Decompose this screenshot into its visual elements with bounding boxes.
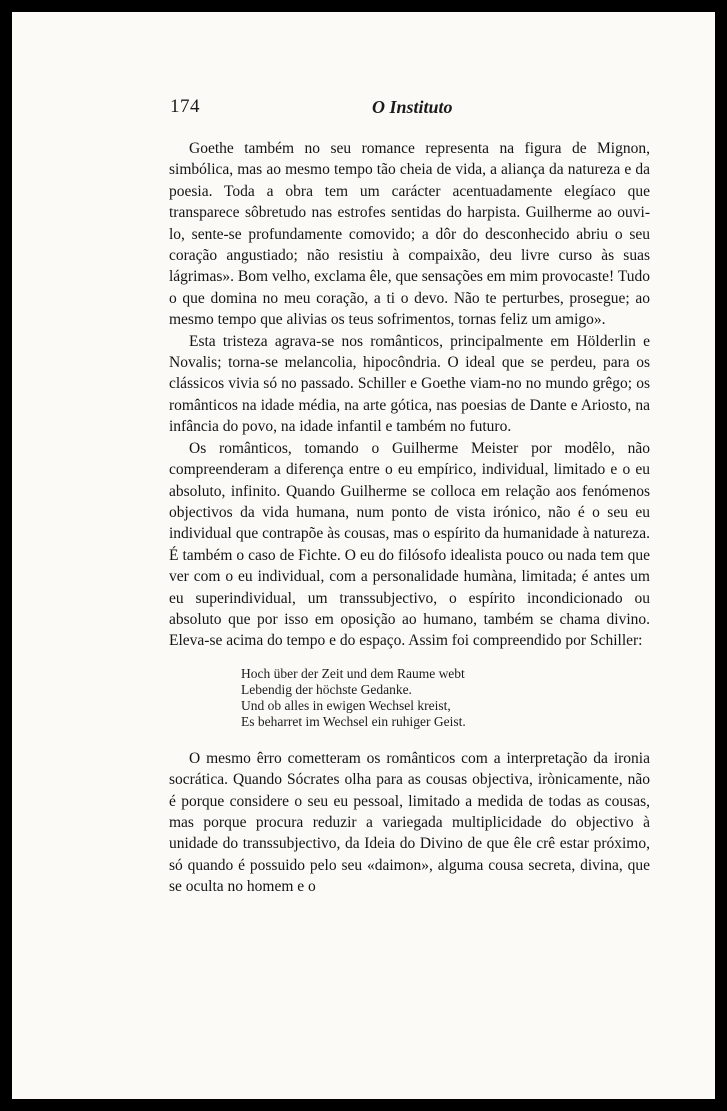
paragraph-wilhelm-meister: Os românticos, tomando o Guilherme Meister por modêlo, não compreenderam a diferença entre o eu empírico, individual, limitado e o eu absoluto, infinito. Quando Guilherme se colloca em relação aos fenómenos objectivos da vida humana, num ponto de vista irónico, não é o seu eu individual que contrapõe às cousas, mas o espírito da humanidade à natureza. É também o caso de Fichte. O eu do filósofo idealista pouco ou nada tem que ver com o eu individual, com a personalidade humàna, limitada; é antes um eu superindividual, um transsubjectivo, o espírito incondicionado ou absoluto que por isso em oposição ao humano, também se chama divino. Eleva-se acima do tempo e do espaço. Assim foi compreendido por Schiller: [169, 439, 650, 650]
paragraph-romantic-sadness: Esta tristeza agrava-se nos românticos, principalmente em Hölderlin e Novalis; torna-se melancolia, hipocôndria. O ideal que se perdeu, para os clássicos vivia só no passado. Schiller e Goethe viam-no no mundo grêgo; os românticos na idade média, na arte gótica, nas poesias de Dante e Ariosto, na infância do povo, na idade infantil e também no futuro. [169, 332, 650, 436]
body-text [169, 138, 650, 898]
page-header [170, 96, 650, 126]
running-title: O Instituto [372, 97, 453, 117]
poem-line: Und ob alles in ewigen Wechsel kreist, [241, 697, 451, 713]
book-page [12, 12, 715, 1099]
poem-line: Lebendig der höchste Gedanke. [241, 681, 412, 697]
poem-line: Hoch über der Zeit und dem Raume webt [241, 665, 465, 681]
schiller-poem-quote [241, 666, 650, 730]
paragraph-socratic-irony: O mesmo êrro cometteram os românticos com a interpretação da ironia socrática. Quando Sócrates olha para as cousas objectiva, irònicamente, não é porque considere o seu eu pessoal, limitado a medida de todas as cousas, mas porque procura reduzir a variegada multiplicidade do objectivo à unidade do transsubjectivo, da Ideia do Divino de que êle crê estar próximo, só quando é possuido pelo seu «daimon», alguma cousa secreta, divina, que se oculta no homem e o [169, 749, 650, 896]
page-number: 174 [170, 96, 200, 117]
paragraph-goethe-mignon: Goethe também no seu romance representa na figura de Mignon, simbólica, mas ao mesmo tempo tão cheia de vida, a aliança da natureza e da poesia. Toda a obra tem um carácter acentuadamente elegíaco que transparece sôbretudo nas estrofes sentidas do harpista. Guilherme ao ouvi-lo, sente-se profundamente comovido; a dôr do desconhecido abriu o seu coração angustiado; não resistiu à compaixão, deu livre curso às suas lágrimas». Bom velho, exclama êle, que sensações em mim provocaste! Tudo o que domina no meu coração, a ti o devo. Não te perturbes, prosegue; ao mesmo tempo que alivias os teus sofrimentos, tornas feliz um amigo». [169, 140, 650, 329]
poem-line: Es beharret im Wechsel ein ruhiger Geist. [241, 713, 466, 729]
